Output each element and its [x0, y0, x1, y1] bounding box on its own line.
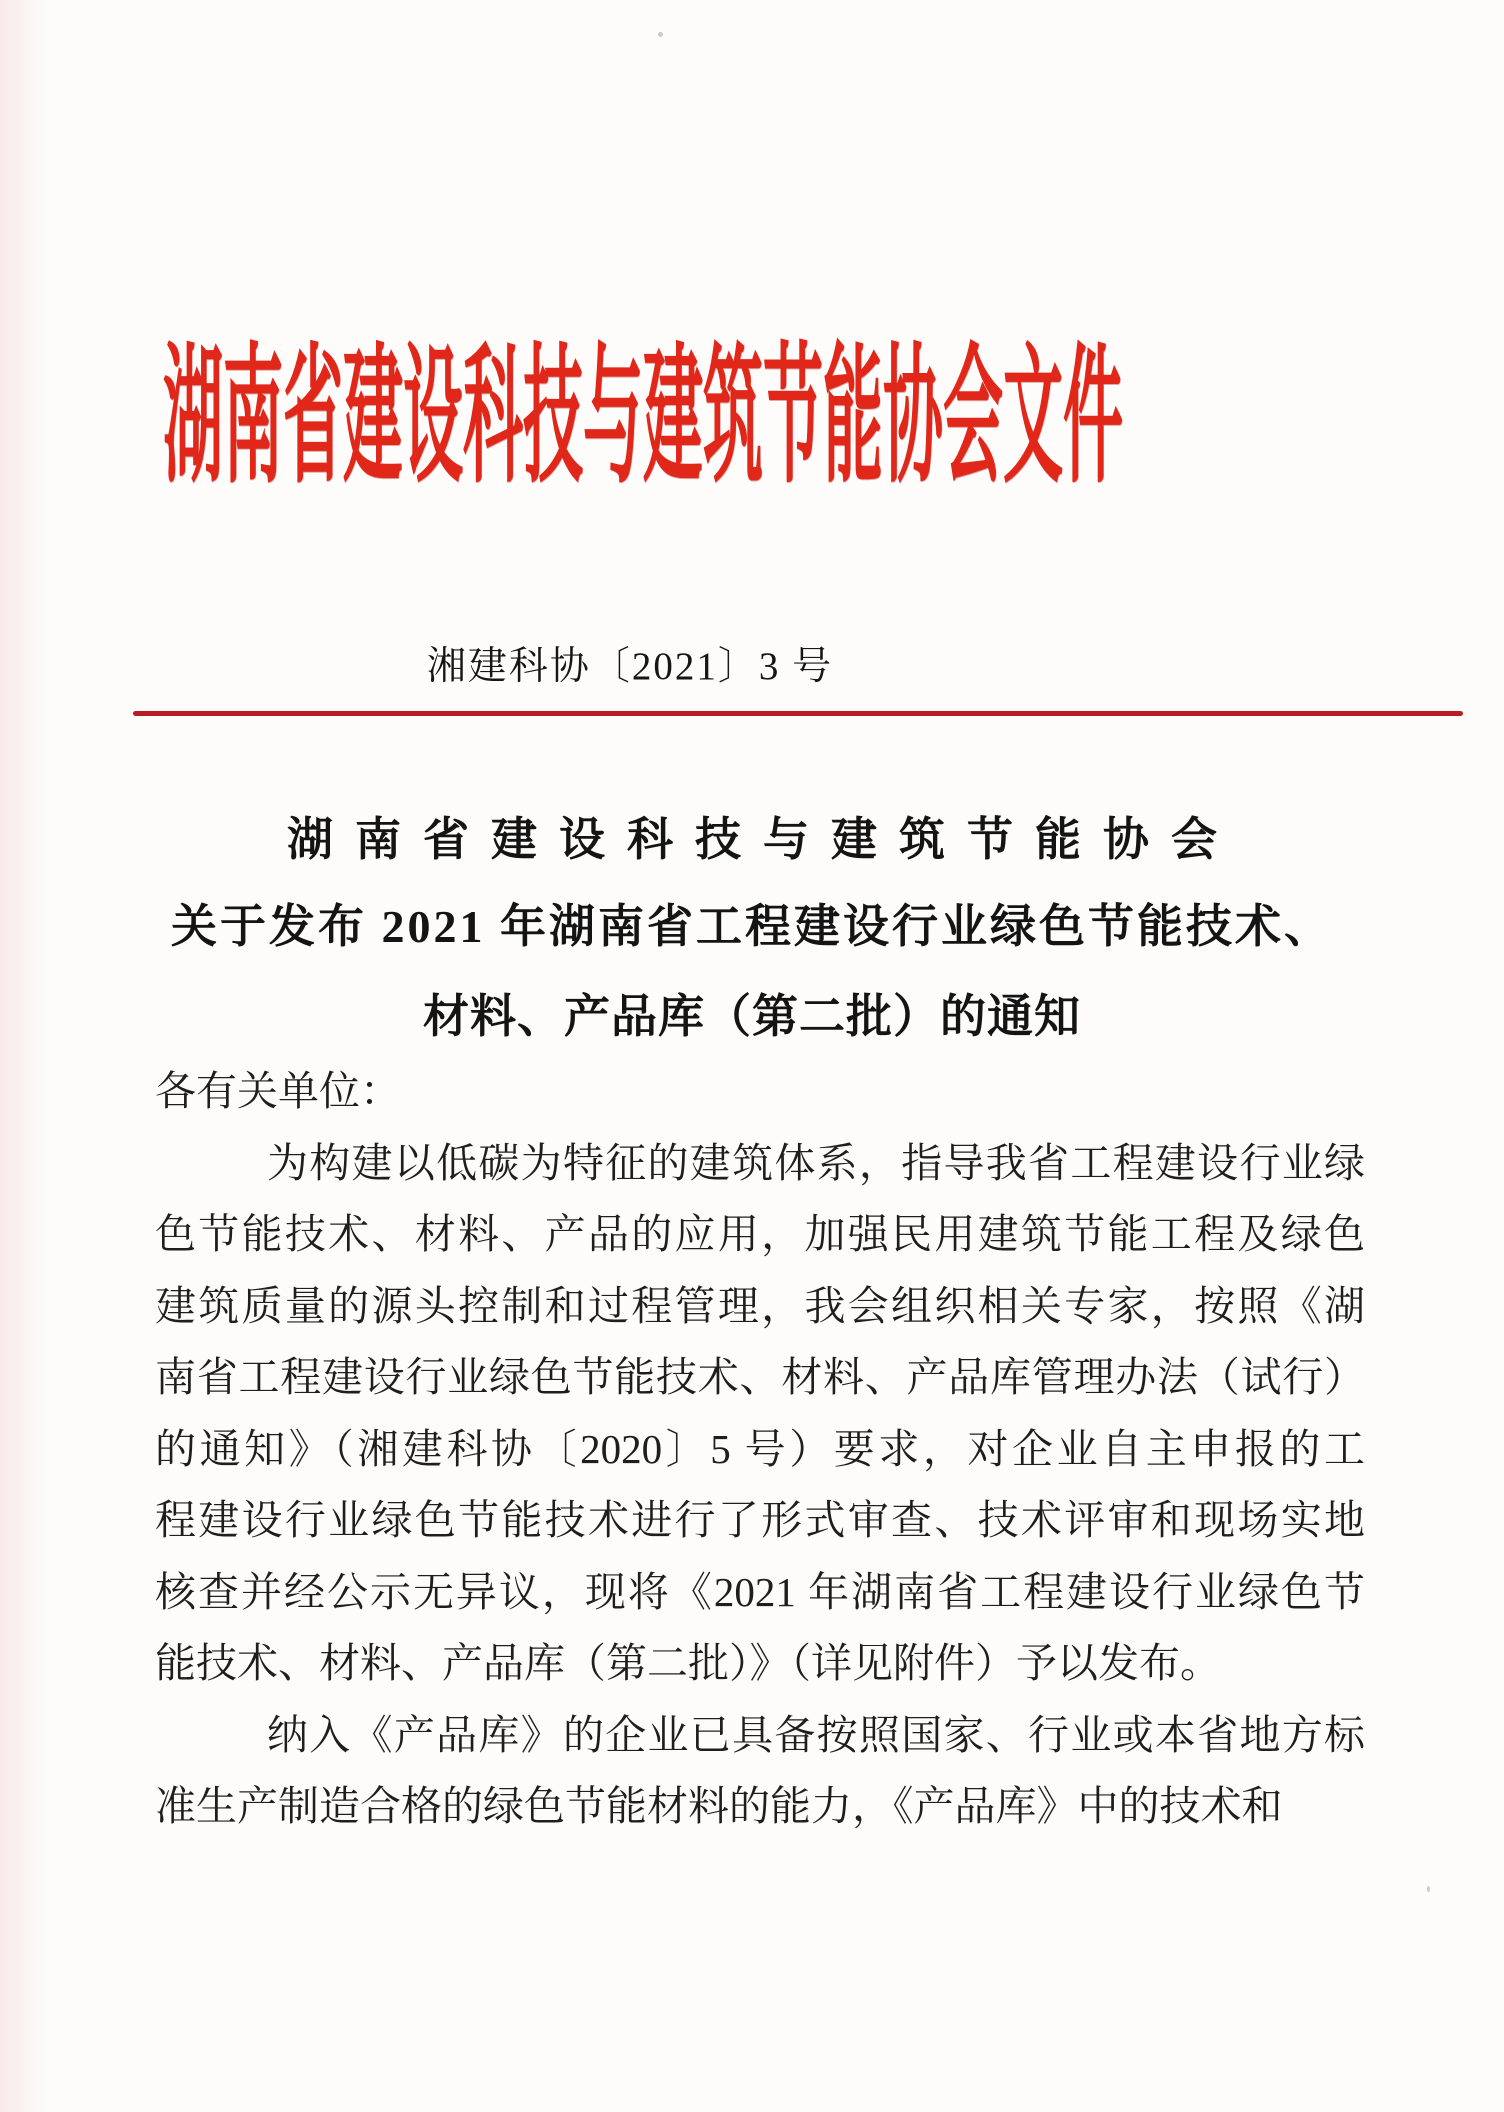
- body-line: 程建设行业绿色节能技术进行了形式审查、技术评审和现场实地: [155, 1497, 1365, 1543]
- body-line: 核查并经公示无异议，现将《2021 年湖南省工程建设行业绿色节: [155, 1568, 1365, 1615]
- notice-heading-subject-line1: 关于发布 2021 年湖南省工程建设行业绿色节能技术、: [171, 901, 1333, 952]
- scan-edge-tint: [0, 0, 48, 2112]
- body-line: 能技术、材料、产品库（第二批）》（详见附件）予以发布。: [155, 1640, 1221, 1686]
- body-line: 色节能技术、材料、产品的应用，加强民用建筑节能工程及绿色: [155, 1211, 1365, 1257]
- document-number: 湘建科协〔2021〕3 号: [426, 645, 834, 688]
- body-line: 各有关单位：: [155, 1068, 401, 1114]
- body-line: 建筑质量的源头控制和过程管理，我会组织相关专家，按照《湖: [155, 1282, 1365, 1329]
- body-line: 为构建以低碳为特征的建筑体系，指导我省工程建设行业绿: [267, 1139, 1365, 1186]
- notice-heading-org-text: 湖南省建设科技与建筑节能协会: [287, 814, 1239, 865]
- body-line: 准生产制造合格的绿色节能材料的能力，《产品库》中的技术和: [155, 1783, 1283, 1829]
- notice-body: [155, 1056, 1365, 1843]
- scan-speck: [658, 32, 663, 37]
- notice-heading-subject-line2: 材料、产品库（第二批）的通知: [423, 991, 1081, 1042]
- body-line: 纳入《产品库》的企业已具备按照国家、行业或本省地方标: [267, 1711, 1365, 1758]
- body-line: 的通知》（湘建科协〔2020〕5 号）要求，对企业自主申报的工: [155, 1425, 1365, 1472]
- body-line: 南省工程建设行业绿色节能技术、材料、产品库管理办法（试行）: [155, 1354, 1365, 1400]
- notice-heading-org: [0, 812, 1504, 868]
- masthead-title: 湖南省建设科技与建筑节能协会文件: [163, 335, 1124, 501]
- scan-speck: [1427, 1886, 1430, 1892]
- red-divider-line: [133, 711, 1463, 716]
